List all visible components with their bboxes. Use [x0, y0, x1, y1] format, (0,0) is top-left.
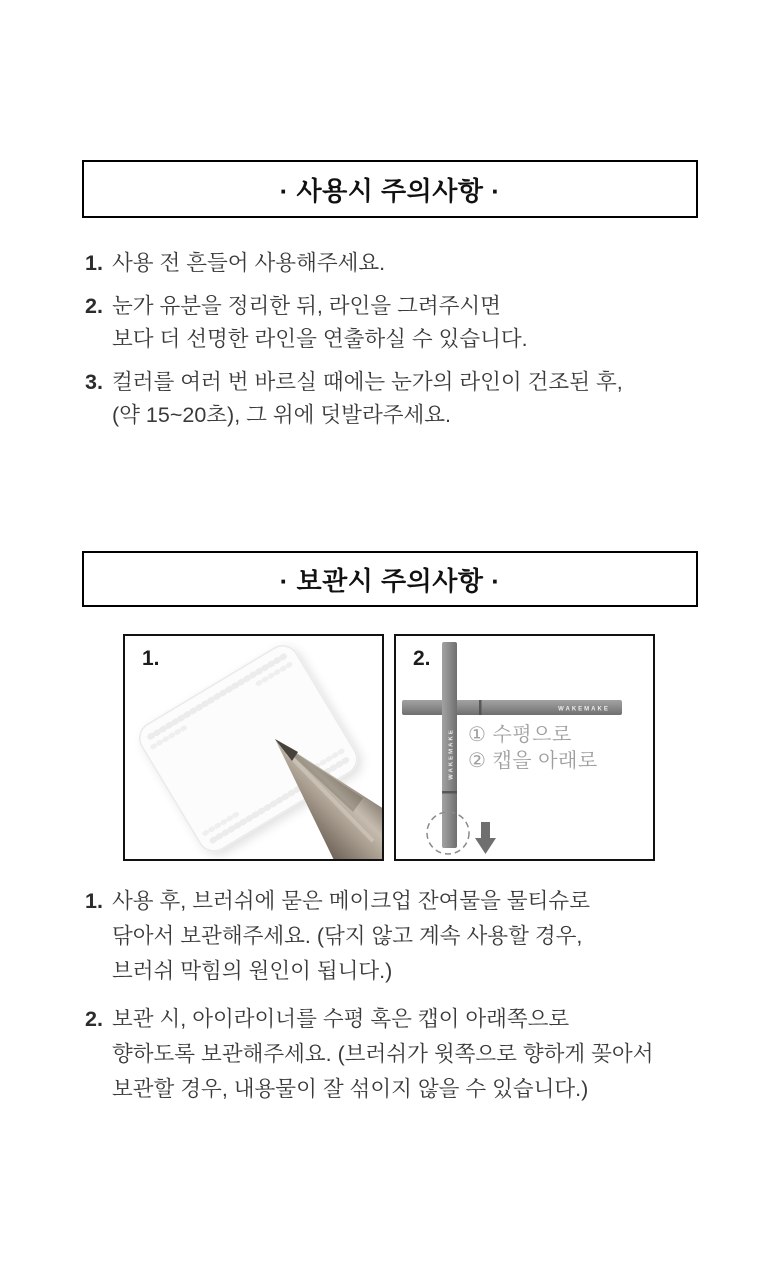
- storage-precautions-title-box: [82, 551, 698, 607]
- storage-figures-row: [123, 634, 655, 861]
- item-number: 1.: [85, 251, 103, 275]
- storage-precautions-list: [85, 884, 715, 1120]
- horizontal-pen-shape: [402, 700, 622, 715]
- list-item: [85, 290, 715, 356]
- list-item: [85, 1002, 715, 1107]
- usage-precautions-title: · 사용시 주의사항 ·: [279, 175, 501, 206]
- storage-precautions-title: · 보관시 주의사항 ·: [279, 565, 501, 596]
- item-number: 1.: [85, 889, 103, 913]
- list-item: [85, 366, 715, 432]
- item-line: 보관할 경우, 내용물이 잘 섞이지 않을 수 있습니다.): [112, 1077, 589, 1101]
- down-arrow-icon: [475, 822, 496, 854]
- item-line: (약 15~20초), 그 위에 덧발라주세요.: [112, 403, 452, 427]
- item-line: 사용 전 흔들어 사용해주세요.: [112, 251, 386, 275]
- figure-cotton-pad: [123, 634, 384, 861]
- vertical-pen-shape: [442, 642, 457, 848]
- item-line: 눈가 유분을 정리한 뒤, 라인을 그려주시면: [112, 294, 501, 318]
- cotton-pad-with-eyeliner-tip-image: [125, 636, 382, 859]
- item-line: 브러쉬 막힘의 원인이 됩니다.): [112, 959, 393, 983]
- item-line: 닦아서 보관해주세요. (닦지 않고 계속 사용할 경우,: [112, 924, 583, 948]
- figure-label: 1.: [142, 647, 160, 670]
- usage-precautions-title-box: [82, 160, 698, 218]
- item-number: 3.: [85, 370, 103, 394]
- item-line: 사용 후, 브러쉬에 묻은 메이크업 잔여물을 물티슈로: [112, 889, 590, 913]
- item-line: 보다 더 선명한 라인을 연출하실 수 있습니다.: [112, 327, 528, 351]
- item-number: 2.: [85, 294, 103, 318]
- pen-brand-text: WAKEMAKE: [448, 728, 455, 780]
- list-item: [85, 247, 715, 280]
- list-item: [85, 884, 715, 989]
- item-number: 2.: [85, 1007, 103, 1031]
- caption-line: ② 캡을 아래로: [468, 750, 598, 772]
- figure-pen-storage: [394, 634, 655, 861]
- item-line: 향하도록 보관해주세요. (브러쉬가 윗쪽으로 향하게 꽂아서: [112, 1042, 654, 1066]
- item-line: 보관 시, 아이라이너를 수평 혹은 캡이 아래쪽으로: [112, 1007, 570, 1031]
- caption-line: ① 수평으로: [468, 724, 572, 746]
- storage-orientation-caption: [468, 722, 598, 774]
- figure-label: 2.: [413, 647, 431, 670]
- usage-precautions-list: [85, 247, 715, 442]
- item-line: 컬러를 여러 번 바르실 때에는 눈가의 라인이 건조된 후,: [112, 370, 623, 394]
- pen-brand-text: WAKEMAKE: [558, 706, 610, 713]
